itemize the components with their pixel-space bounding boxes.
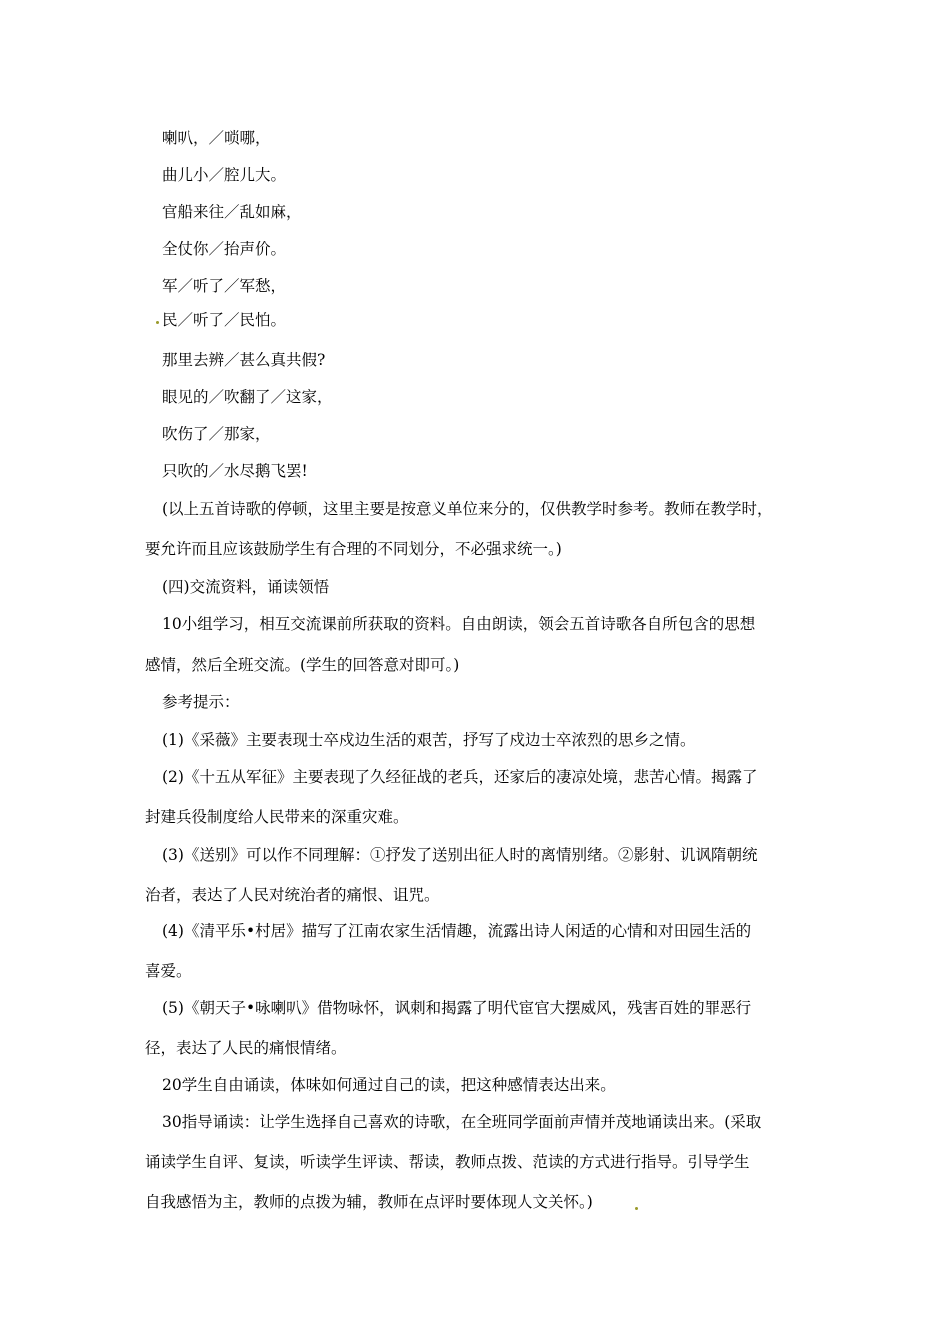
poem-line: 曲儿小／腔儿大。 [162,166,287,184]
step-3-text: 30指导诵读：让学生选择自己喜欢的诗歌，在全班同学面前声情并茂地诵读出来。(采取 [162,1113,762,1131]
poem-line: 官船来往／乱如麻， [162,203,302,221]
step-1-text: 感情，然后全班交流。(学生的回答意对即可。) [145,656,460,674]
hint-5: 径，表达了人民的痛恨情绪。 [145,1039,347,1057]
reference-label: 参考提示： [162,693,240,711]
poem-line: 只吹的／水尽鹅飞罢! [162,462,308,480]
stray-mark [635,1207,638,1210]
hint-5: (5)《朝天子•咏喇叭》借物咏怀，讽刺和揭露了明代宦官大摆威风，残害百姓的罪恶行 [162,999,752,1017]
hint-2: 封建兵役制度给人民带来的深重灾难。 [145,808,409,826]
note-text: (以上五首诗歌的停顿，这里主要是按意义单位来分的，仅供教学时参考。教师在教学时， [162,500,773,518]
hint-3: 治者，表达了人民对统治者的痛恨、诅咒。 [145,886,440,904]
poem-line: 喇叭，／唢哪， [162,129,271,147]
note-text: 要允许而且应该鼓励学生有合理的不同划分，不必强求统一。) [145,540,562,558]
step-1-text: 10小组学习，相互交流课前所获取的资料。自由朗读，领会五首诗歌各自所包含的思想 [162,615,756,633]
step-2-text: 20学生自由诵读，体味如何通过自己的读，把这种感情表达出来。 [162,1076,616,1094]
hint-2: (2)《十五从军征》主要表现了久经征战的老兵，还家后的凄凉处境，悲苦心情。揭露了 [162,768,758,786]
hint-4: 喜爱。 [145,962,192,980]
hint-1: (1)《采薇》主要表现士卒戍边生活的艰苦，抒写了戍边士卒浓烈的思乡之情。 [162,731,696,749]
poem-line: 眼见的／吹翻了／这家， [162,388,333,406]
stray-mark [156,321,159,324]
hint-4: (4)《清平乐•村居》描写了江南农家生活情趣，流露出诗人闲适的心情和对田园生活的 [162,922,752,940]
section-heading: (四)交流资料，诵读领悟 [162,578,330,596]
step-3-text: 自我感悟为主，教师的点拨为辅，教师在点评时要体现人文关怀。) [145,1193,593,1211]
poem-line: 民／听了／民怕。 [162,311,287,329]
poem-line: 军／听了／军愁， [162,277,287,295]
hint-3: (3)《送别》可以作不同理解：①抒发了送别出征人时的离情别绪。②影射、讥讽隋朝统 [162,846,758,864]
poem-line: 那里去辨／甚么真共假? [162,351,326,369]
poem-line: 吹伤了／那家， [162,425,271,443]
step-3-text: 诵读学生自评、复读，听读学生评读、帮读，教师点拨、范读的方式进行指导。引导学生 [145,1153,750,1171]
poem-line: 全仗你／抬声价。 [162,240,287,258]
